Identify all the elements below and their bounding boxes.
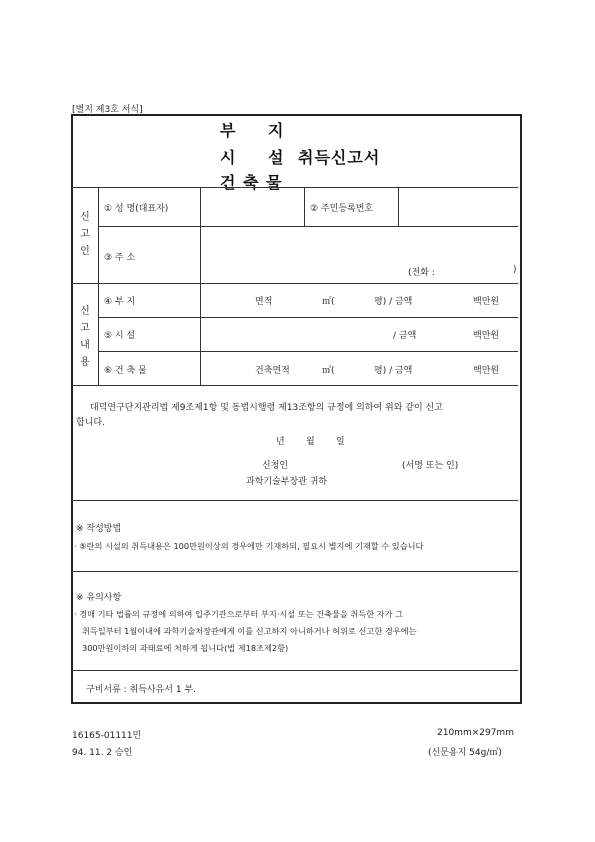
title-line2-char2: 설 (268, 148, 285, 167)
footer-paper-size: 210mm×297mm (437, 728, 514, 738)
declaration-line1: 대덕연구단지관리법 제9조제1항 및 동법시행령 제13조항의 규정에 의하여 위와 같이 신고 (90, 403, 443, 413)
rule-label-col (200, 187, 201, 385)
signature-label: (서명 또는 인) (402, 461, 459, 471)
rule-applicant-mid (98, 226, 518, 227)
name-field[interactable] (202, 189, 302, 224)
rule-below-content (72, 385, 518, 386)
rule-resident-left (304, 187, 305, 226)
notes-line2: 취득일부터 1월이내에 과학기술처장관에게 이를 신고하지 아니하거나 허위로 신고한 경우에는 (82, 626, 417, 636)
instructions-heading: ※ 작성방법 (76, 524, 122, 534)
content-section-char-2: 고 (80, 323, 90, 334)
name-label: ① 성 명(대표자) (104, 204, 169, 214)
content-section-char-3: 내 (80, 340, 90, 351)
applicant-sign-label: 신청인 (262, 461, 289, 471)
notes-heading: ※ 유의사항 (76, 593, 122, 603)
building-amount-unit: 백만원 (473, 366, 500, 376)
content-section-char-1: 신 (80, 306, 90, 317)
rule-content-1 (98, 317, 518, 318)
footer-paper-weight: (신문용지 54g/㎡) (428, 748, 502, 758)
rule-section-label-col (98, 187, 99, 385)
footer-code: 16165-01111민 (72, 731, 142, 741)
resident-no-field[interactable] (400, 189, 516, 224)
rule-below-declaration (72, 500, 518, 501)
phone-close: ) (513, 265, 517, 275)
land-area-label: 면적 (255, 297, 273, 307)
land-amount-unit: 백만원 (473, 297, 500, 307)
land-area-unit: ㎡( (322, 297, 335, 307)
notes-line1: · 경매 기타 법률의 규정에 의하여 입주기관으로부터 부지·시설 또는 건축물을 취득한 자가 그 (74, 609, 404, 619)
declaration-line2: 합니다. (76, 418, 105, 428)
content-section-char-4: 용 (80, 357, 90, 368)
date-day: 일 (336, 437, 345, 447)
facility-label: ⑤ 시 설 (104, 331, 136, 341)
recipient: 과학기술부장관 귀하 (246, 477, 328, 487)
land-pyeong: 평) / 금액 (374, 297, 413, 307)
title-line3: 건 축 물 (220, 173, 283, 192)
address-field[interactable] (202, 228, 516, 260)
building-label: ⑥ 건 축 물 (104, 366, 147, 376)
land-label: ④ 부 지 (104, 297, 136, 307)
rule-content-2 (98, 351, 518, 352)
rule-resident-right (398, 187, 399, 226)
resident-no-label: ② 주민등록번호 (310, 204, 374, 214)
rule-below-title (72, 187, 518, 188)
rule-below-instructions (72, 571, 518, 572)
title-line2-char1: 시 (220, 148, 237, 167)
rule-below-applicant (72, 283, 518, 284)
phone-label: (전화 : (408, 268, 435, 278)
date-month: 월 (306, 437, 315, 447)
applicant-section-char-3: 인 (80, 246, 90, 257)
form-tag: [별지 제3호 서식] (72, 105, 143, 115)
notes-line3: 300만원이하의 과태료에 처하게 됩니다(법 제18조제2항) (82, 643, 289, 653)
title-main: 취득신고서 (298, 148, 381, 167)
attachments: 구비서류 : 취득사유서 1 부. (86, 685, 197, 695)
title-line1-char2: 지 (268, 121, 285, 140)
applicant-section-char-1: 신 (80, 212, 90, 223)
building-area-unit: ㎡( (322, 366, 335, 376)
building-pyeong: 평) / 금액 (374, 366, 413, 376)
address-label: ③ 주 소 (104, 253, 136, 263)
instructions-item: · ⑤란의 시설의 취득내용은 100만원이상의 경우에만 기재하되, 필요시 별지에 기재할 수 있습니다 (74, 541, 424, 551)
facility-amount-label: / 금액 (393, 331, 417, 341)
date-year: 년 (276, 437, 285, 447)
building-area-label: 건축면적 (255, 366, 290, 376)
facility-amount-unit: 백만원 (473, 331, 500, 341)
rule-below-notes (72, 670, 518, 671)
title-line1-char1: 부 (220, 121, 237, 140)
applicant-section-char-2: 고 (80, 229, 90, 240)
footer-approval: 94. 11. 2 승인 (72, 748, 133, 758)
